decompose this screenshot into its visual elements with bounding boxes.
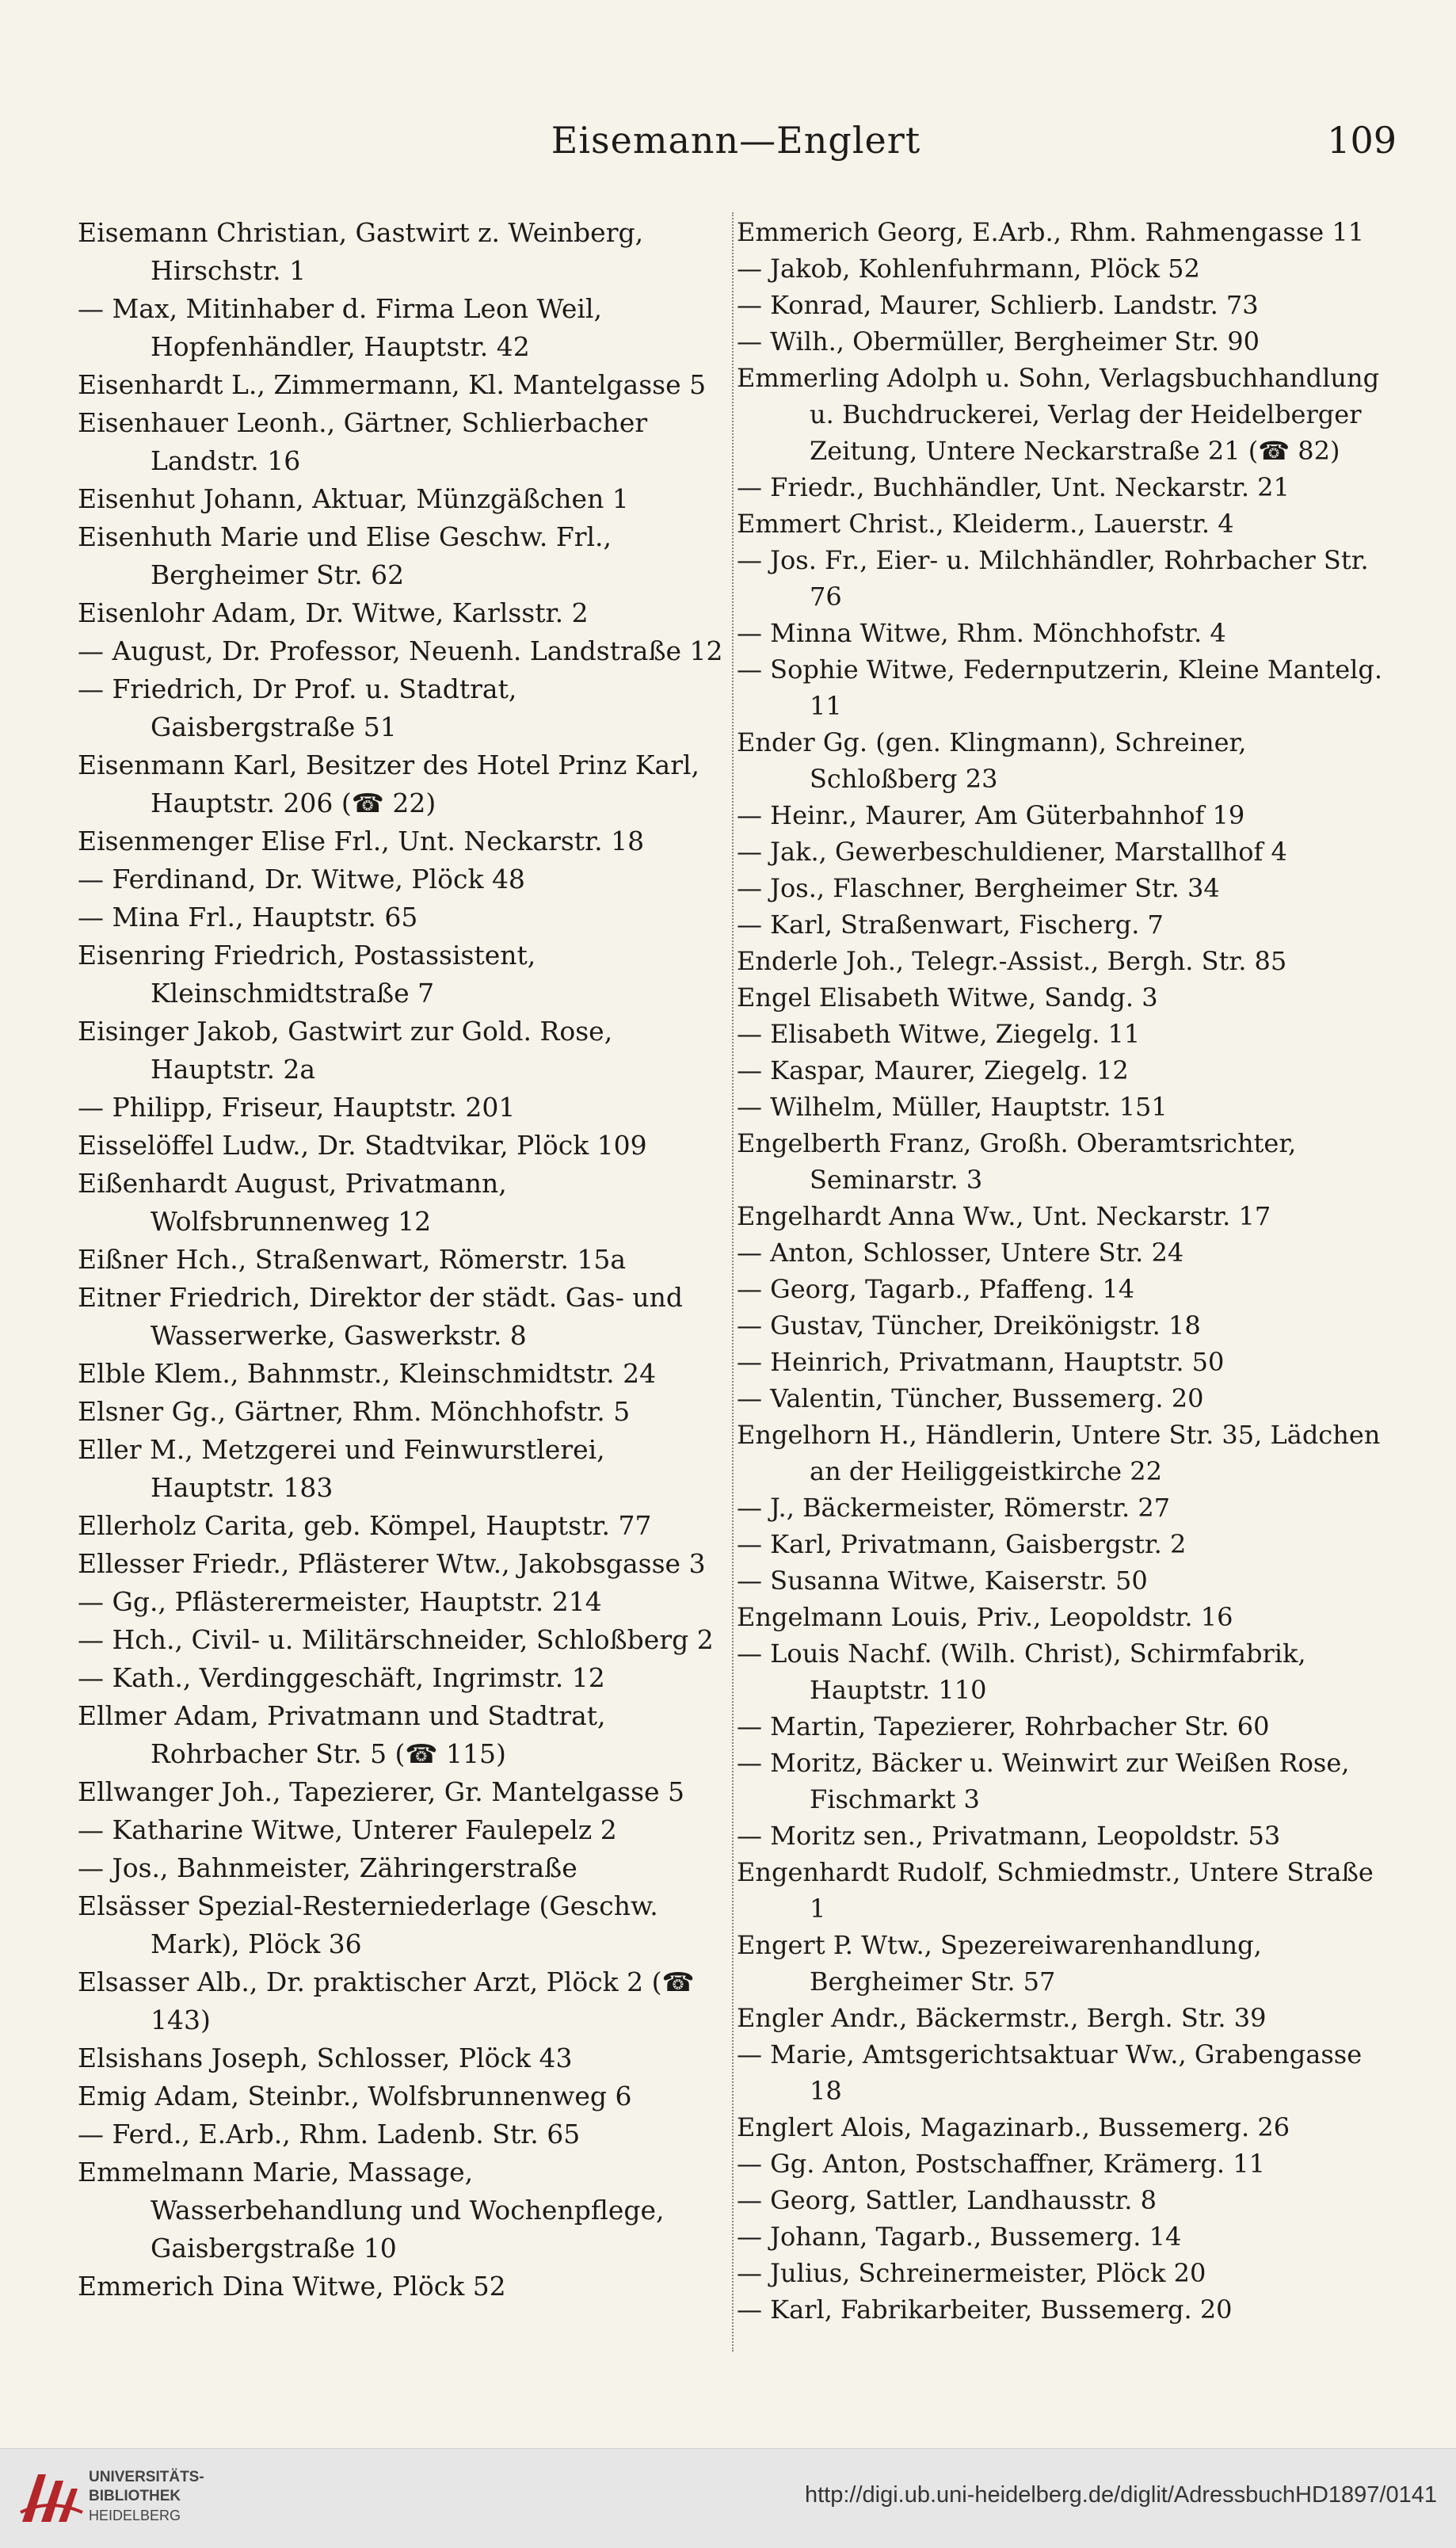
directory-entry: — Ferd., E.Arb., Rhm. Ladenb. Str. 65: [78, 2119, 581, 2149]
directory-entry: Emmelmann Marie, Massage, Wasserbehandlung und Wochenpflege, Gaisbergstraße 10: [78, 2157, 665, 2264]
directory-entry: Eisenmann Karl, Besitzer des Hotel Prinz Karl, Hauptstr. 206 (☎ 22): [78, 750, 700, 818]
directory-entry: — Marie, Amtsgerichtsaktuar Ww., Grabengasse 18: [737, 2039, 1363, 2106]
directory-entry: Emmert Christ., Kleiderm., Lauerstr. 4: [737, 509, 1234, 539]
directory-entry: Engenhardt Rudolf, Schmiedmstr., Untere Straße 1: [737, 1857, 1374, 1924]
directory-entry: — Susanna Witwe, Kaiserstr. 50: [737, 1566, 1148, 1596]
directory-entry: Eisinger Jakob, Gastwirt zur Gold. Rose, Hauptstr. 2a: [78, 1016, 613, 1085]
directory-entry: — Gustav, Tüncher, Dreikönigstr. 18: [737, 1310, 1201, 1341]
directory-entry: Elble Klem., Bahnmstr., Kleinschmidtstr. 24: [78, 1358, 657, 1389]
directory-entry: Ender Gg. (gen. Klingmann), Schreiner, Schloßberg 23: [737, 727, 1247, 794]
directory-entry: — Valentin, Tüncher, Bussemerg. 20: [737, 1383, 1204, 1413]
directory-entry: — Katharine Witwe, Unterer Faulepelz 2: [78, 1814, 617, 1845]
directory-entry: Engel Elisabeth Witwe, Sandg. 3: [737, 982, 1158, 1013]
directory-entry: — Max, Mitinhaber d. Firma Leon Weil, Hopfenhändler, Hauptstr. 42: [78, 293, 602, 362]
directory-entry: Engelberth Franz, Großh. Oberamtsrichter, Seminarstr. 3: [737, 1128, 1297, 1195]
directory-entry: — Martin, Tapezierer, Rohrbacher Str. 60: [737, 1711, 1270, 1741]
directory-entry: — Anton, Schlosser, Untere Str. 24: [737, 1238, 1184, 1268]
directory-entry: Engert P. Wtw., Spezereiwarenhandlung, Bergheimer Str. 57: [737, 1930, 1262, 1997]
directory-entry: — Kaspar, Maurer, Ziegelg. 12: [737, 1055, 1129, 1085]
directory-entry: — Karl, Fabrikarbeiter, Bussemerg. 20: [737, 2294, 1233, 2325]
directory-entry: — Karl, Straßenwart, Fischerg. 7: [737, 910, 1164, 940]
directory-entry: Eisenmenger Elise Frl., Unt. Neckarstr. 18: [78, 826, 645, 856]
directory-entry: Eisemann Christian, Gastwirt z. Weinberg, Hirschstr. 1: [78, 217, 644, 286]
page-title: Eisemann—Englert: [551, 119, 921, 162]
directory-entry: — Gg. Anton, Postschaffner, Krämerg. 11: [737, 2149, 1265, 2179]
directory-entry: — Georg, Sattler, Landhausstr. 8: [737, 2185, 1157, 2215]
directory-entry: — Louis Nachf. (Wilh. Christ), Schirmfabrik, Hauptstr. 110: [737, 1638, 1306, 1705]
directory-entry: Eißenhardt August, Privatmann, Wolfsbrunnenweg 12: [78, 1168, 507, 1237]
directory-entry: Ellesser Friedr., Pflästerer Wtw., Jakobsgasse 3: [78, 1548, 706, 1579]
directory-entry: Elsasser Alb., Dr. praktischer Arzt, Plöck 2 (☎ 143): [78, 1966, 695, 2035]
directory-entry: Eisenhardt L., Zimmermann, Kl. Mantelgasse 5: [78, 369, 707, 400]
directory-entry: — Georg, Tagarb., Pfaffeng. 14: [737, 1274, 1135, 1304]
directory-entry: — Karl, Privatmann, Gaisbergstr. 2: [737, 1529, 1187, 1559]
directory-entry: Eisenlohr Adam, Dr. Witwe, Karlsstr. 2: [78, 597, 589, 628]
directory-entry: Elsner Gg., Gärtner, Rhm. Mönchhofstr. 5: [78, 1396, 631, 1427]
directory-entry: — Moritz sen., Privatmann, Leopoldstr. 53: [737, 1821, 1281, 1851]
directory-entry: — Friedrich, Dr Prof. u. Stadtrat, Gaisbergstraße 51: [78, 673, 517, 742]
directory-entry: Eitner Friedrich, Direktor der städt. Gas- und Wasserwerke, Gaswerkstr. 8: [78, 1282, 683, 1351]
directory-entry: Eisenhuth Marie und Elise Geschw. Frl., Bergheimer Str. 62: [78, 521, 612, 590]
directory-entry: Elsässer Spezial-Resterniederlage (Geschw. Mark), Plöck 36: [78, 1890, 658, 1959]
directory-entry: — Sophie Witwe, Federnputzerin, Kleine Mantelg. 11: [737, 654, 1383, 721]
page-header: [75, 119, 1397, 182]
directory-entry: — Gg., Pflästerermeister, Hauptstr. 214: [78, 1586, 602, 1617]
directory-entry: Eisenring Friedrich, Postassistent, Kleinschmidtstraße 7: [78, 940, 536, 1009]
directory-entry: Ellwanger Joh., Tapezierer, Gr. Mantelgasse 5: [78, 1776, 685, 1807]
directory-entry: Emmerich Georg, E.Arb., Rhm. Rahmengasse 11: [737, 217, 1365, 247]
directory-entry: — J., Bäckermeister, Römerstr. 27: [737, 1493, 1171, 1523]
directory-entry: — Elisabeth Witwe, Ziegelg. 11: [737, 1019, 1141, 1049]
column-divider: [732, 212, 734, 2352]
directory-entry: Ellerholz Carita, geb. Kömpel, Hauptstr. 77: [78, 1510, 652, 1541]
directory-entry: Engelmann Louis, Priv., Leopoldstr. 16: [737, 1602, 1233, 1632]
directory-entry: — Philipp, Friseur, Hauptstr. 201: [78, 1092, 516, 1123]
right-column: [737, 214, 1386, 2328]
directory-entry: — Johann, Tagarb., Bussemerg. 14: [737, 2222, 1182, 2252]
directory-entry: — Jos., Flaschner, Bergheimer Str. 34: [737, 873, 1220, 903]
directory-entry: Eller M., Metzgerei und Feinwurstlerei, Hauptstr. 183: [78, 1434, 605, 1503]
directory-entry: Emmerich Dina Witwe, Plöck 52: [78, 2271, 506, 2302]
source-url-link[interactable]: http://digi.ub.uni-heidelberg.de/diglit/AdressbuchHD1897/0141: [804, 2482, 1437, 2508]
directory-entry: — Hch., Civil- u. Militärschneider, Schloßberg 2: [78, 1624, 714, 1655]
directory-entry: Engler Andr., Bäckermstr., Bergh. Str. 39: [737, 2003, 1267, 2033]
directory-entry: — Ferdinand, Dr. Witwe, Plöck 48: [78, 864, 525, 894]
left-column: [78, 214, 727, 2306]
directory-entry: Emmerling Adolph u. Sohn, Verlagsbuchhandlung u. Buchdruckerei, Verlag der Heidelberger Zeitung, Untere Neckarstraße 21 (☎ 82): [737, 363, 1380, 466]
directory-entry: Elsishans Joseph, Schlosser, Plöck 43: [78, 2043, 573, 2073]
directory-entry: Engelhardt Anna Ww., Unt. Neckarstr. 17: [737, 1201, 1271, 1231]
directory-entry: Eißner Hch., Straßenwart, Römerstr. 15a: [78, 1244, 627, 1275]
directory-entry: — Heinr., Maurer, Am Güterbahnhof 19: [737, 800, 1245, 830]
directory-entry: — Jakob, Kohlenfuhrmann, Plöck 52: [737, 254, 1200, 284]
footer-bar: [0, 2448, 1456, 2548]
directory-entry: Emig Adam, Steinbr., Wolfsbrunnenweg 6: [78, 2081, 632, 2111]
directory-entry: — Moritz, Bäcker u. Weinwirt zur Weißen Rose, Fischmarkt 3: [737, 1748, 1350, 1814]
directory-entry: — Wilhelm, Müller, Hauptstr. 151: [737, 1092, 1168, 1122]
directory-entry: — August, Dr. Professor, Neuenh. Landstraße 12: [78, 635, 723, 666]
page-number: 109: [1327, 119, 1397, 162]
directory-entry: Eisselöffel Ludw., Dr. Stadtvikar, Plöck 109: [78, 1130, 647, 1161]
directory-entry: Englert Alois, Magazinarb., Bussemerg. 26: [737, 2112, 1290, 2142]
directory-entry: — Konrad, Maurer, Schlierb. Landstr. 73: [737, 290, 1259, 320]
directory-entry: — Mina Frl., Hauptstr. 65: [78, 902, 418, 933]
directory-entry: Eisenhut Johann, Aktuar, Münzgäßchen 1: [78, 483, 629, 514]
directory-entry: — Heinrich, Privatmann, Hauptstr. 50: [737, 1347, 1225, 1377]
university-seal-icon: [14, 2466, 86, 2530]
library-name: UNIVERSITÄTS- BIBLIOTHEK HEIDELBERG: [89, 2469, 204, 2523]
directory-entry: — Wilh., Obermüller, Bergheimer Str. 90: [737, 326, 1260, 357]
directory-entry: Enderle Joh., Telegr.-Assist., Bergh. Str. 85: [737, 946, 1287, 976]
directory-entry: — Julius, Schreinermeister, Plöck 20: [737, 2258, 1206, 2288]
directory-entry: — Minna Witwe, Rhm. Mönchhofstr. 4: [737, 618, 1226, 648]
directory-entry: Engelhorn H., Händlerin, Untere Str. 35, Lädchen an der Heiliggeistkirche 22: [737, 1420, 1381, 1486]
directory-entry: — Jos. Fr., Eier- u. Milchhändler, Rohrbacher Str. 76: [737, 545, 1369, 612]
directory-entry: Eisenhauer Leonh., Gärtner, Schlierbacher Landstr. 16: [78, 407, 648, 476]
directory-entry: — Kath., Verdinggeschäft, Ingrimstr. 12: [78, 1662, 605, 1693]
directory-entry: — Jos., Bahnmeister, Zähringerstraße: [78, 1852, 577, 1883]
directory-entry: — Jak., Gewerbeschuldiener, Marstallhof 4: [737, 837, 1287, 867]
directory-entry: Ellmer Adam, Privatmann und Stadtrat, Rohrbacher Str. 5 (☎ 115): [78, 1700, 606, 1769]
directory-entry: — Friedr., Buchhändler, Unt. Neckarstr. 21: [737, 472, 1290, 502]
